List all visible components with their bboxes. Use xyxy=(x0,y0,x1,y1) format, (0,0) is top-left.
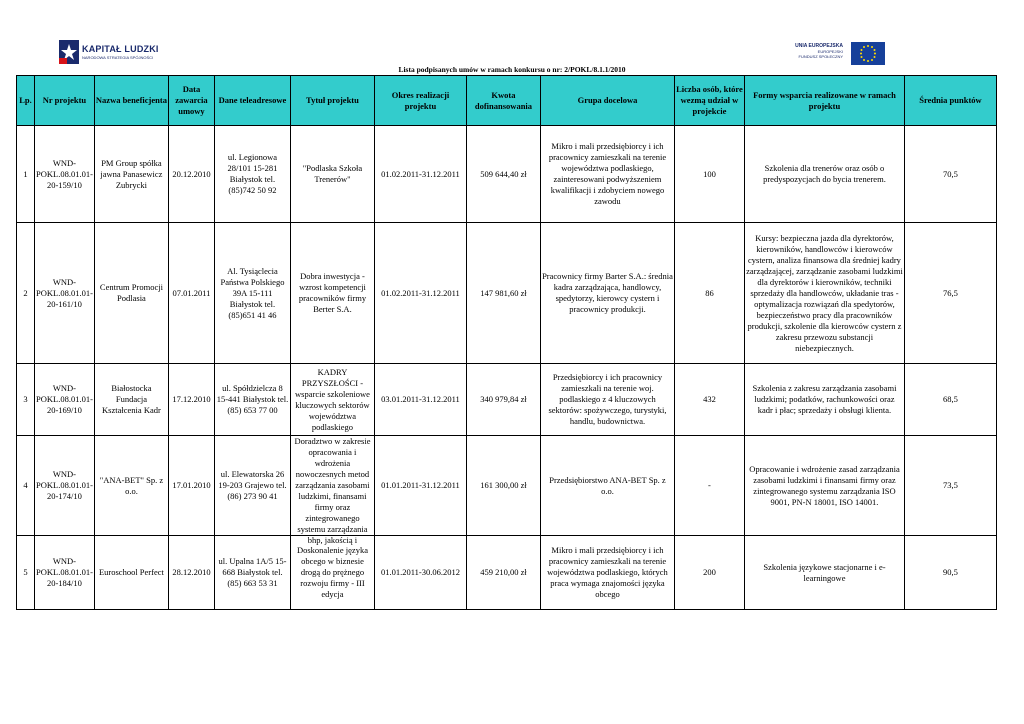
cell-adres: Al. Tysiąclecia Państwa Polskiego 39A 15-111 Białystok tel. (85)651 41 46 xyxy=(214,223,290,364)
cell-grupa: Pracownicy firmy Barter S.A.: średnia kadra zarządzająca, handlowcy, spedytorzy, kierowcy cystern i pracownicy produkcji. xyxy=(540,223,674,364)
cell-lp: 5 xyxy=(17,536,35,610)
col-header-nr: Nr projektu xyxy=(35,76,95,126)
cell-lp: 2 xyxy=(17,223,35,364)
cell-nr: WND-POKL.08.01.01-20-184/10 xyxy=(35,536,95,610)
eu-stars-icon xyxy=(851,42,885,65)
cell-grupa: Mikro i mali przedsiębiorcy i ich pracownicy zamieszkali na terenie województwa podlaskiego, zainteresowani podwyższeniem kwalifikacji i zdobyciem nowego zawodu xyxy=(540,126,674,223)
cell-kwota: 340 979,84 zł xyxy=(466,364,540,436)
kapital-ludzki-emblem-icon xyxy=(57,38,81,66)
eu-flag-icon xyxy=(851,42,885,65)
col-header-data: Data zawarcia umowy xyxy=(168,76,214,126)
cell-lp: 1 xyxy=(17,126,35,223)
cell-tytul: Doskonalenie języka obcego w biznesie drogą do prężnego rozwoju firmy - III edycja xyxy=(290,536,374,610)
cell-beneficjent: Euroschool Perfect xyxy=(94,536,168,610)
cell-adres: ul. Legionowa 28/101 15-281 Białystok tel. (85)742 50 92 xyxy=(214,126,290,223)
cell-tytul: "Podlaska Szkoła Trenerów" xyxy=(290,126,374,223)
col-header-grupa: Grupa docelowa xyxy=(540,76,674,126)
cell-adres: ul. Spółdzielcza 8 15-441 Białystok tel. (85) 653 77 00 xyxy=(214,364,290,436)
eu-logo-line2: EUROPEJSKI xyxy=(817,49,843,54)
cell-srednia: 73,5 xyxy=(904,436,996,536)
cell-tytul: Dobra inwestycja - wzrost kompetencji pracowników firmy Berter S.A. xyxy=(290,223,374,364)
cell-nr: WND-POKL.08.01.01-20-169/10 xyxy=(35,364,95,436)
cell-data: 20.12.2010 xyxy=(168,126,214,223)
cell-tytul: KADRY PRZYSZŁOŚCI - wsparcie szkoleniowe kluczowych sektorów województwa podlaskiego xyxy=(290,364,374,436)
cell-formy: Opracowanie i wdrożenie zasad zarządzania zasobami ludzkimi i finansami firmy oraz zintegrowanego systemu zarządzania ISO 9001, PN-N 18001, ISO 14001. xyxy=(744,436,904,536)
col-header-formy: Formy wsparcia realizowane w ramach projektu xyxy=(744,76,904,126)
table-row xyxy=(17,126,997,223)
cell-grupa: Przedsiębiorcy i ich pracownicy zamieszkali na terenie woj. podlaskiego z 4 kluczowych sektorów: spożywczego, turystyki, handlu, budownictwa. xyxy=(540,364,674,436)
cell-okres: 03.01.2011-31.12.2011 xyxy=(374,364,466,436)
kapital-ludzki-subtitle: NARODOWA STRATEGIA SPÓJNOŚCI xyxy=(82,55,154,60)
cell-okres: 01.02.2011-31.12.2011 xyxy=(374,126,466,223)
cell-adres: ul. Elewatorska 26 19-203 Grajewo tel. (86) 273 90 41 xyxy=(214,436,290,536)
cell-liczba: 200 xyxy=(674,536,744,610)
cell-srednia: 70,5 xyxy=(904,126,996,223)
cell-grupa: Przedsiębiorstwo ANA-BET Sp. z o.o. xyxy=(540,436,674,536)
cell-data: 28.12.2010 xyxy=(168,536,214,610)
cell-adres: ul. Upalna 1A/5 15-668 Białystok tel. (85) 663 53 31 xyxy=(214,536,290,610)
cell-formy: Kursy: bezpieczna jazda dla dyrektorów, kierowników, handlowców i kierowców cystern, analiza finansowa dla średniej kadry zarządzającej, zarządzanie zasobami ludzkimi dla dyrektorów i kierowników, techniki sprzedaży dla handlowców, układanie tras - optymalizacja rozwiązań dla spedytorów, bezpieczeństwo pracy dla pracowników produkcji, szkolenie dla kierowców cystern z zakresu przewozu substancji niebezpiecznych. xyxy=(744,223,904,364)
cell-formy: Szkolenia z zakresu zarządzania zasobami ludzkimi; podatków, rachunkowości oraz kadr i płac; sprzedaży i obsługi klienta. xyxy=(744,364,904,436)
cell-nr: WND-POKL.08.01.01-20-159/10 xyxy=(35,126,95,223)
cell-data: 17.12.2010 xyxy=(168,364,214,436)
cell-liczba: 100 xyxy=(674,126,744,223)
cell-kwota: 459 210,00 zł xyxy=(466,536,540,610)
cell-kwota: 147 981,60 zł xyxy=(466,223,540,364)
col-header-lp: Lp. xyxy=(17,76,35,126)
eu-logo-line1: UNIA EUROPEJSKA xyxy=(795,43,843,49)
cell-srednia: 68,5 xyxy=(904,364,996,436)
cell-lp: 3 xyxy=(17,364,35,436)
col-header-kwota: Kwota dofinansowania xyxy=(466,76,540,126)
table-row xyxy=(17,436,997,536)
cell-data: 07.01.2011 xyxy=(168,223,214,364)
kapital-ludzki-title: KAPITAŁ LUDZKI xyxy=(82,44,159,54)
cell-formy: Szkolenia językowe stacjonarne i e-learningowe xyxy=(744,536,904,610)
table-header-row xyxy=(17,76,997,126)
cell-liczba: 432 xyxy=(674,364,744,436)
cell-okres: 01.02.2011-31.12.2011 xyxy=(374,223,466,364)
document-title: Lista podpisanych umów w ramach konkursu o nr: 2/POKL/8.1.1/2010 xyxy=(398,65,626,74)
cell-kwota: 161 300,00 zł xyxy=(466,436,540,536)
cell-formy: Szkolenia dla trenerów oraz osób o predyspozycjach do bycia trenerem. xyxy=(744,126,904,223)
cell-nr: WND-POKL.08.01.01-20-174/10 xyxy=(35,436,95,536)
cell-liczba: 86 xyxy=(674,223,744,364)
col-header-srednia: Średnia punktów xyxy=(904,76,996,126)
cell-beneficjent: Centrum Promocji Podlasia xyxy=(94,223,168,364)
cell-beneficjent: "ANA-BET" Sp. z o.o. xyxy=(94,436,168,536)
cell-okres: 01.01.2011-31.12.2011 xyxy=(374,436,466,536)
table-row xyxy=(17,536,997,610)
cell-liczba: - xyxy=(674,436,744,536)
col-header-tytul: Tytuł projektu xyxy=(290,76,374,126)
eu-logo-text xyxy=(795,44,843,59)
col-header-beneficjent: Nazwa beneficjenta xyxy=(94,76,168,126)
cell-beneficjent: Białostocka Fundacja Kształcenia Kadr xyxy=(94,364,168,436)
col-header-okres: Okres realizacji projektu xyxy=(374,76,466,126)
col-header-adres: Dane teleadresowe xyxy=(214,76,290,126)
cell-nr: WND-POKL.08.01.01-20-161/10 xyxy=(35,223,95,364)
cell-data: 17.01.2010 xyxy=(168,436,214,536)
cell-grupa: Mikro i mali przedsiębiorcy i ich pracownicy zamieszkali na terenie województwa podlaskiego, których praca wymaga znajomości języka obcego xyxy=(540,536,674,610)
contracts-table xyxy=(16,75,997,610)
cell-lp: 4 xyxy=(17,436,35,536)
eu-logo-line3: FUNDUSZ SPOŁECZNY xyxy=(798,54,843,59)
table-row xyxy=(17,223,997,364)
table-row xyxy=(17,364,997,436)
cell-okres: 01.01.2011-30.06.2012 xyxy=(374,536,466,610)
col-header-liczba: Liczba osób, które wezmą udział w projekcie xyxy=(674,76,744,126)
cell-tytul-text: Doradztwo w zakresie opracowania i wdrożenia nowoczesnych metod zarządzania zasobami ludzkimi, finansami firmy oraz zintegrowanego systemu zarządzania bhp, jakością i xyxy=(294,436,371,545)
cell-srednia: 76,5 xyxy=(904,223,996,364)
cell-srednia: 90,5 xyxy=(904,536,996,610)
cell-tytul xyxy=(290,436,374,545)
cell-beneficjent: PM Group spółka jawna Panasewicz Zubrycki xyxy=(94,126,168,223)
cell-kwota: 509 644,40 zł xyxy=(466,126,540,223)
